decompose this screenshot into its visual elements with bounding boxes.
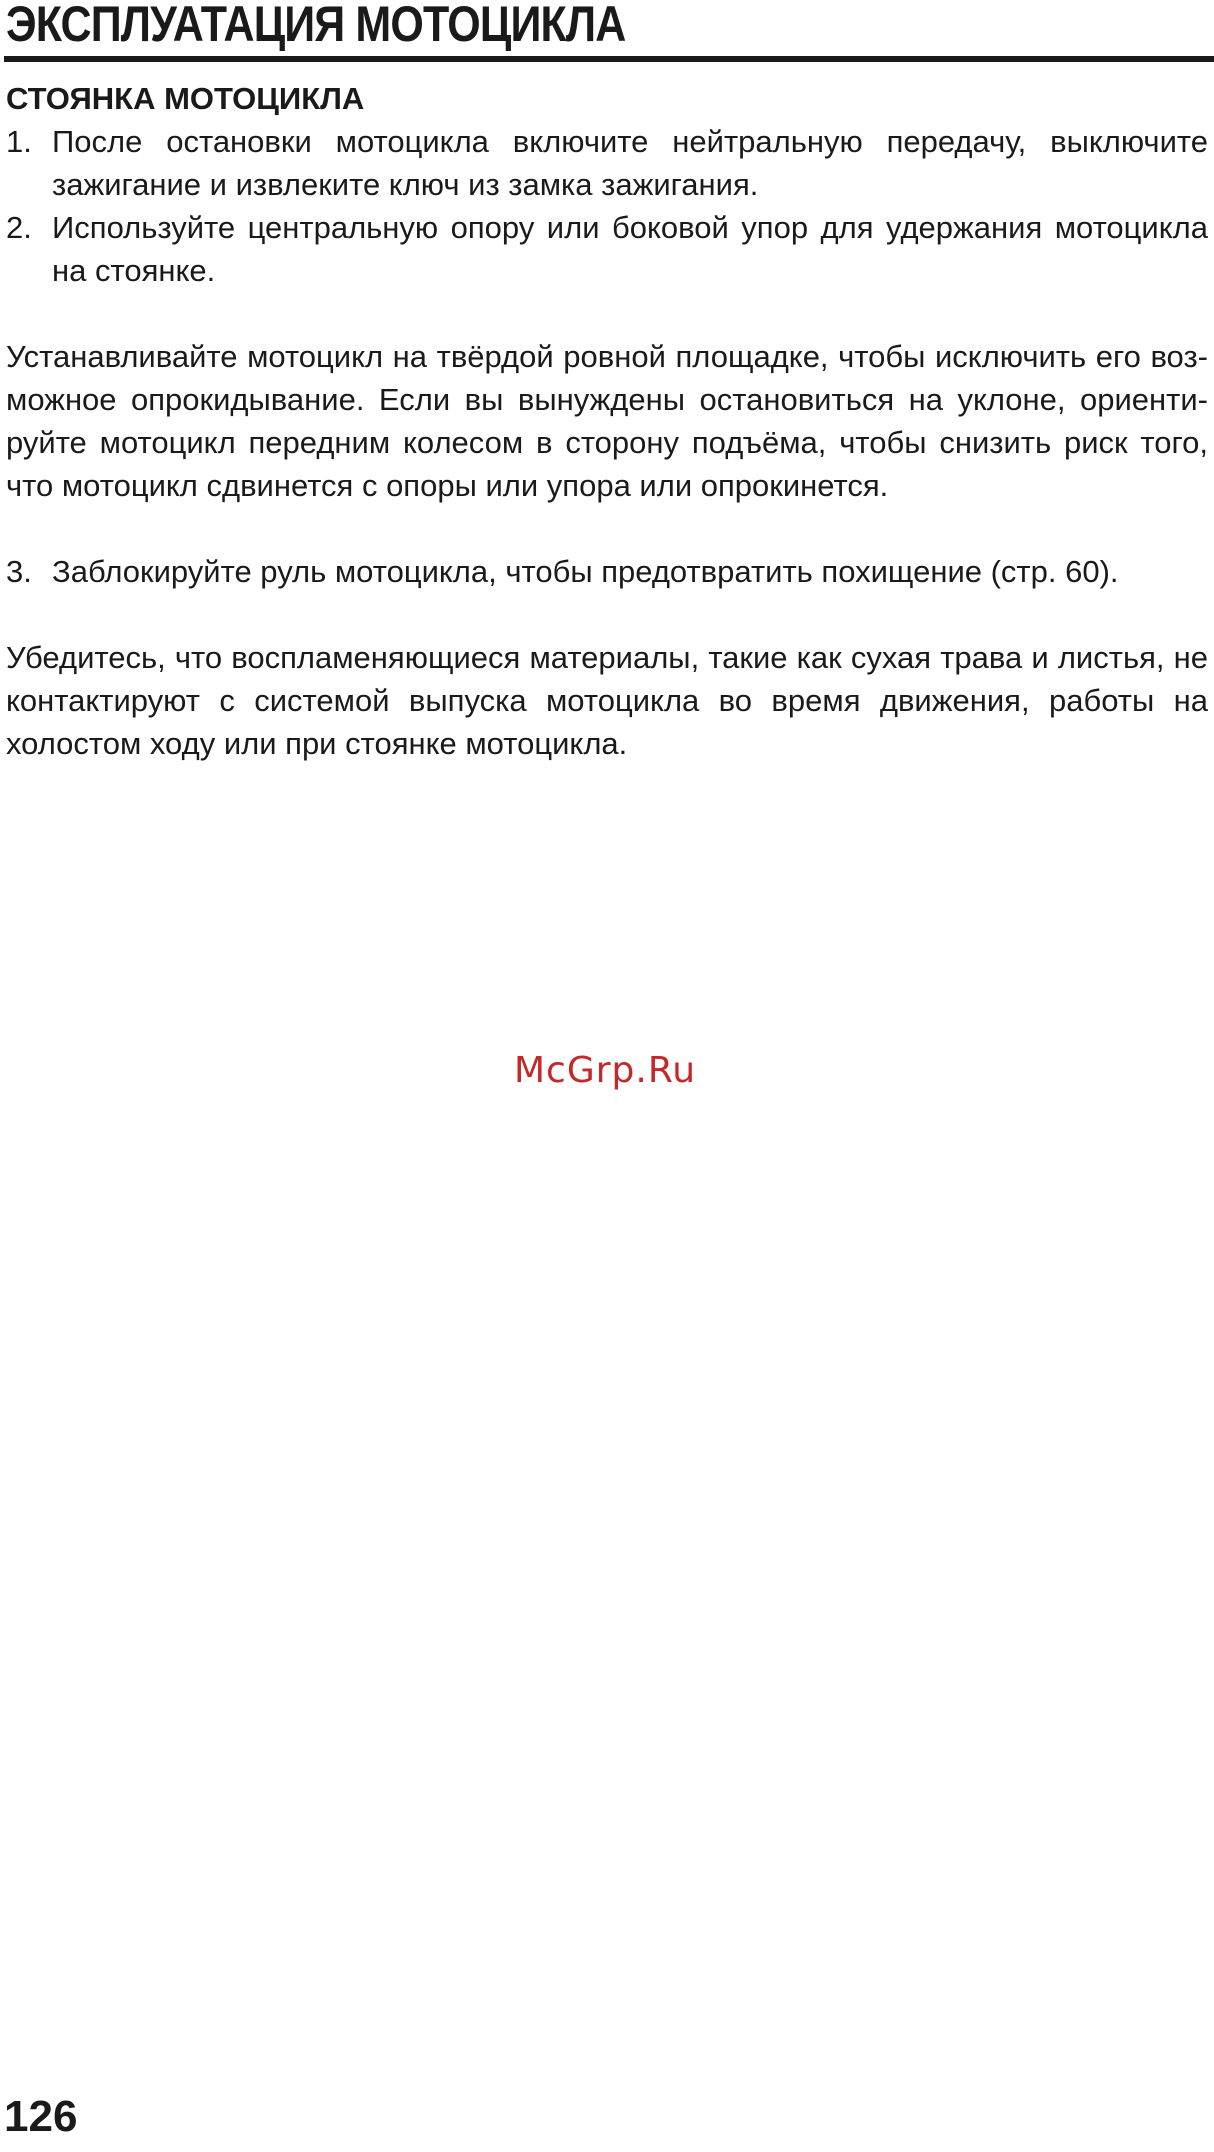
paragraph-parking-surface: Устанавливайте мотоцикл на твёрдой ровной площадке, чтобы исключить его возможное опрокидывание. Если вы вынуждены остановиться на уклоне, ориентируйте мотоцикл передним колесом в сторону подъёма, чтобы снизить риск того, что мотоцикл сдвинется с опоры или упора или опрокинется. — [6, 339, 1208, 503]
spacer — [6, 507, 1208, 550]
page-number: 126 — [4, 2092, 78, 2141]
list-text: Заблокируйте руль мотоцикла, чтобы предотвратить похищение (стр. 60). — [52, 554, 1119, 589]
list-number: 1. — [6, 124, 32, 159]
header-rule — [4, 56, 1214, 62]
list-number: 3. — [6, 554, 32, 589]
paragraph-flammable-warning: Убедитесь, что воспламеняющиеся материалы, такие как сухая трава и листья, не контактируют с системой выпуска мотоцикла во время движения, работы на холостом ходу или при стоянке мотоцикла. — [6, 640, 1208, 761]
list-item-3 — [6, 550, 1208, 593]
page-title: ЭКСПЛУАТАЦИЯ МОТОЦИКЛА — [6, 0, 626, 52]
section-title: СТОЯНКА МОТОЦИКЛА — [6, 81, 365, 116]
page-header — [4, 0, 1214, 62]
main-content — [6, 77, 1208, 765]
spacer — [6, 593, 1208, 636]
list-number: 2. — [6, 210, 32, 245]
watermark-link[interactable]: McGrp.Ru — [514, 1050, 697, 1091]
list-item-1 — [6, 120, 1208, 206]
list-text: Используйте центральную опору или боковой упор для удержания мотоцикла на стоянке. — [52, 210, 1208, 288]
list-item-2 — [6, 206, 1208, 292]
spacer — [6, 292, 1208, 335]
list-text: После остановки мотоцикла включите нейтральную передачу, выключите зажигание и извлеките ключ из замка зажигания. — [52, 124, 1208, 202]
